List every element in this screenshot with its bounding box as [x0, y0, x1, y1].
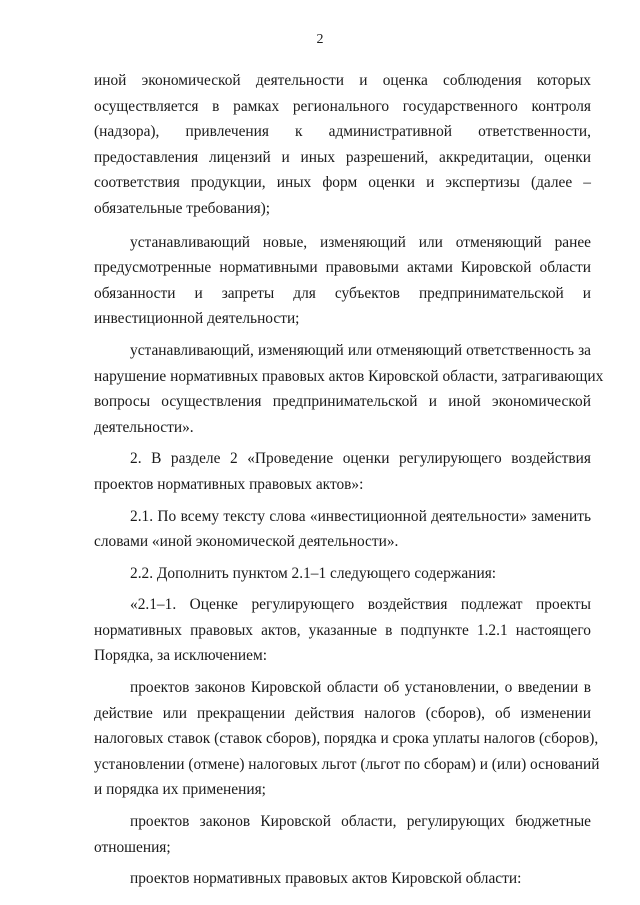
- text-line: 2.2. Дополнить пунктом 2.1–1 следующего содержания:: [130, 564, 497, 582]
- text-line: осуществляется в рамках регионального государственного контроля: [94, 97, 591, 115]
- paragraph-tax-laws: [94, 675, 600, 803]
- text-line: обязанности и запреты для субъектов предпринимательской и: [94, 284, 591, 302]
- text-line: словами «иной экономической деятельности».: [94, 533, 399, 551]
- text-line: обязательные требования);: [94, 199, 271, 217]
- paragraph-normative-acts: [94, 866, 591, 892]
- text-line: предусмотренные нормативными правовыми актами Кировской области: [94, 259, 591, 277]
- text-line: Порядка, за исключением:: [94, 647, 267, 665]
- text-line: иной экономической деятельности и оценка соблюдения которых: [94, 72, 591, 89]
- text-line: и порядка их применения;: [94, 781, 266, 799]
- text-line: действие или прекращении действия налогов (сборов), об изменении: [94, 704, 591, 722]
- page-number: 2: [316, 32, 324, 47]
- paragraph-obligatory-requirements: [94, 68, 591, 222]
- paragraph-item-2-2: [94, 561, 591, 587]
- text-line: установлении (отмене) налоговых льгот (льгот по сборам) и (или) оснований: [94, 755, 600, 773]
- text-line: устанавливающий, изменяющий или отменяющий ответственность за: [130, 341, 591, 359]
- text-line: инвестиционной деятельности;: [94, 310, 300, 328]
- text-line: нормативных правовых актов, указанные в подпункте 1.2.1 настоящего: [94, 621, 591, 639]
- paragraph-item-2-1-1: [94, 592, 591, 669]
- text-line: проектов нормативных правовых актов Кировской области:: [130, 870, 522, 888]
- text-line: 2.1. По всему тексту слова «инвестиционной деятельности» заменить: [130, 507, 591, 525]
- text-line: «2.1–1. Оценке регулирующего воздействия подлежат проекты: [130, 596, 591, 614]
- paragraph-responsibility: [94, 338, 604, 440]
- text-line: вопросы осуществления предпринимательской и иной экономической: [94, 393, 591, 411]
- text-line: (надзора), привлечения к административной ответственности,: [94, 123, 591, 141]
- text-line: проектов законов Кировской области об установлении, о введении в: [130, 679, 591, 697]
- text-line: проектов законов Кировской области, регулирующих бюджетные: [130, 813, 591, 831]
- text-line: налоговых ставок (ставок сборов), порядка и срока уплаты налогов (сборов),: [94, 730, 599, 748]
- paragraph-section-2: [94, 446, 591, 497]
- paragraph-item-2-1: [94, 504, 591, 555]
- text-line: деятельности».: [94, 418, 194, 436]
- text-line: соответствия продукции, иных форм оценки и экспертизы (далее –: [94, 174, 591, 192]
- paragraph-new-obligations: [94, 230, 591, 332]
- paragraph-budget-laws: [94, 809, 591, 860]
- text-line: отношения;: [94, 838, 171, 856]
- text-line: 2. В разделе 2 «Проведение оценки регулирующего воздействия: [130, 450, 591, 468]
- text-line: устанавливающий новые, изменяющий или отменяющий ранее: [130, 233, 591, 251]
- document-body: [94, 68, 604, 898]
- text-line: проектов нормативных правовых актов»:: [94, 475, 364, 493]
- text-line: нарушение нормативных правовых актов Кировской области, затрагивающих: [94, 367, 604, 385]
- text-line: предоставления лицензий и иных разрешений, аккредитации, оценки: [94, 148, 591, 166]
